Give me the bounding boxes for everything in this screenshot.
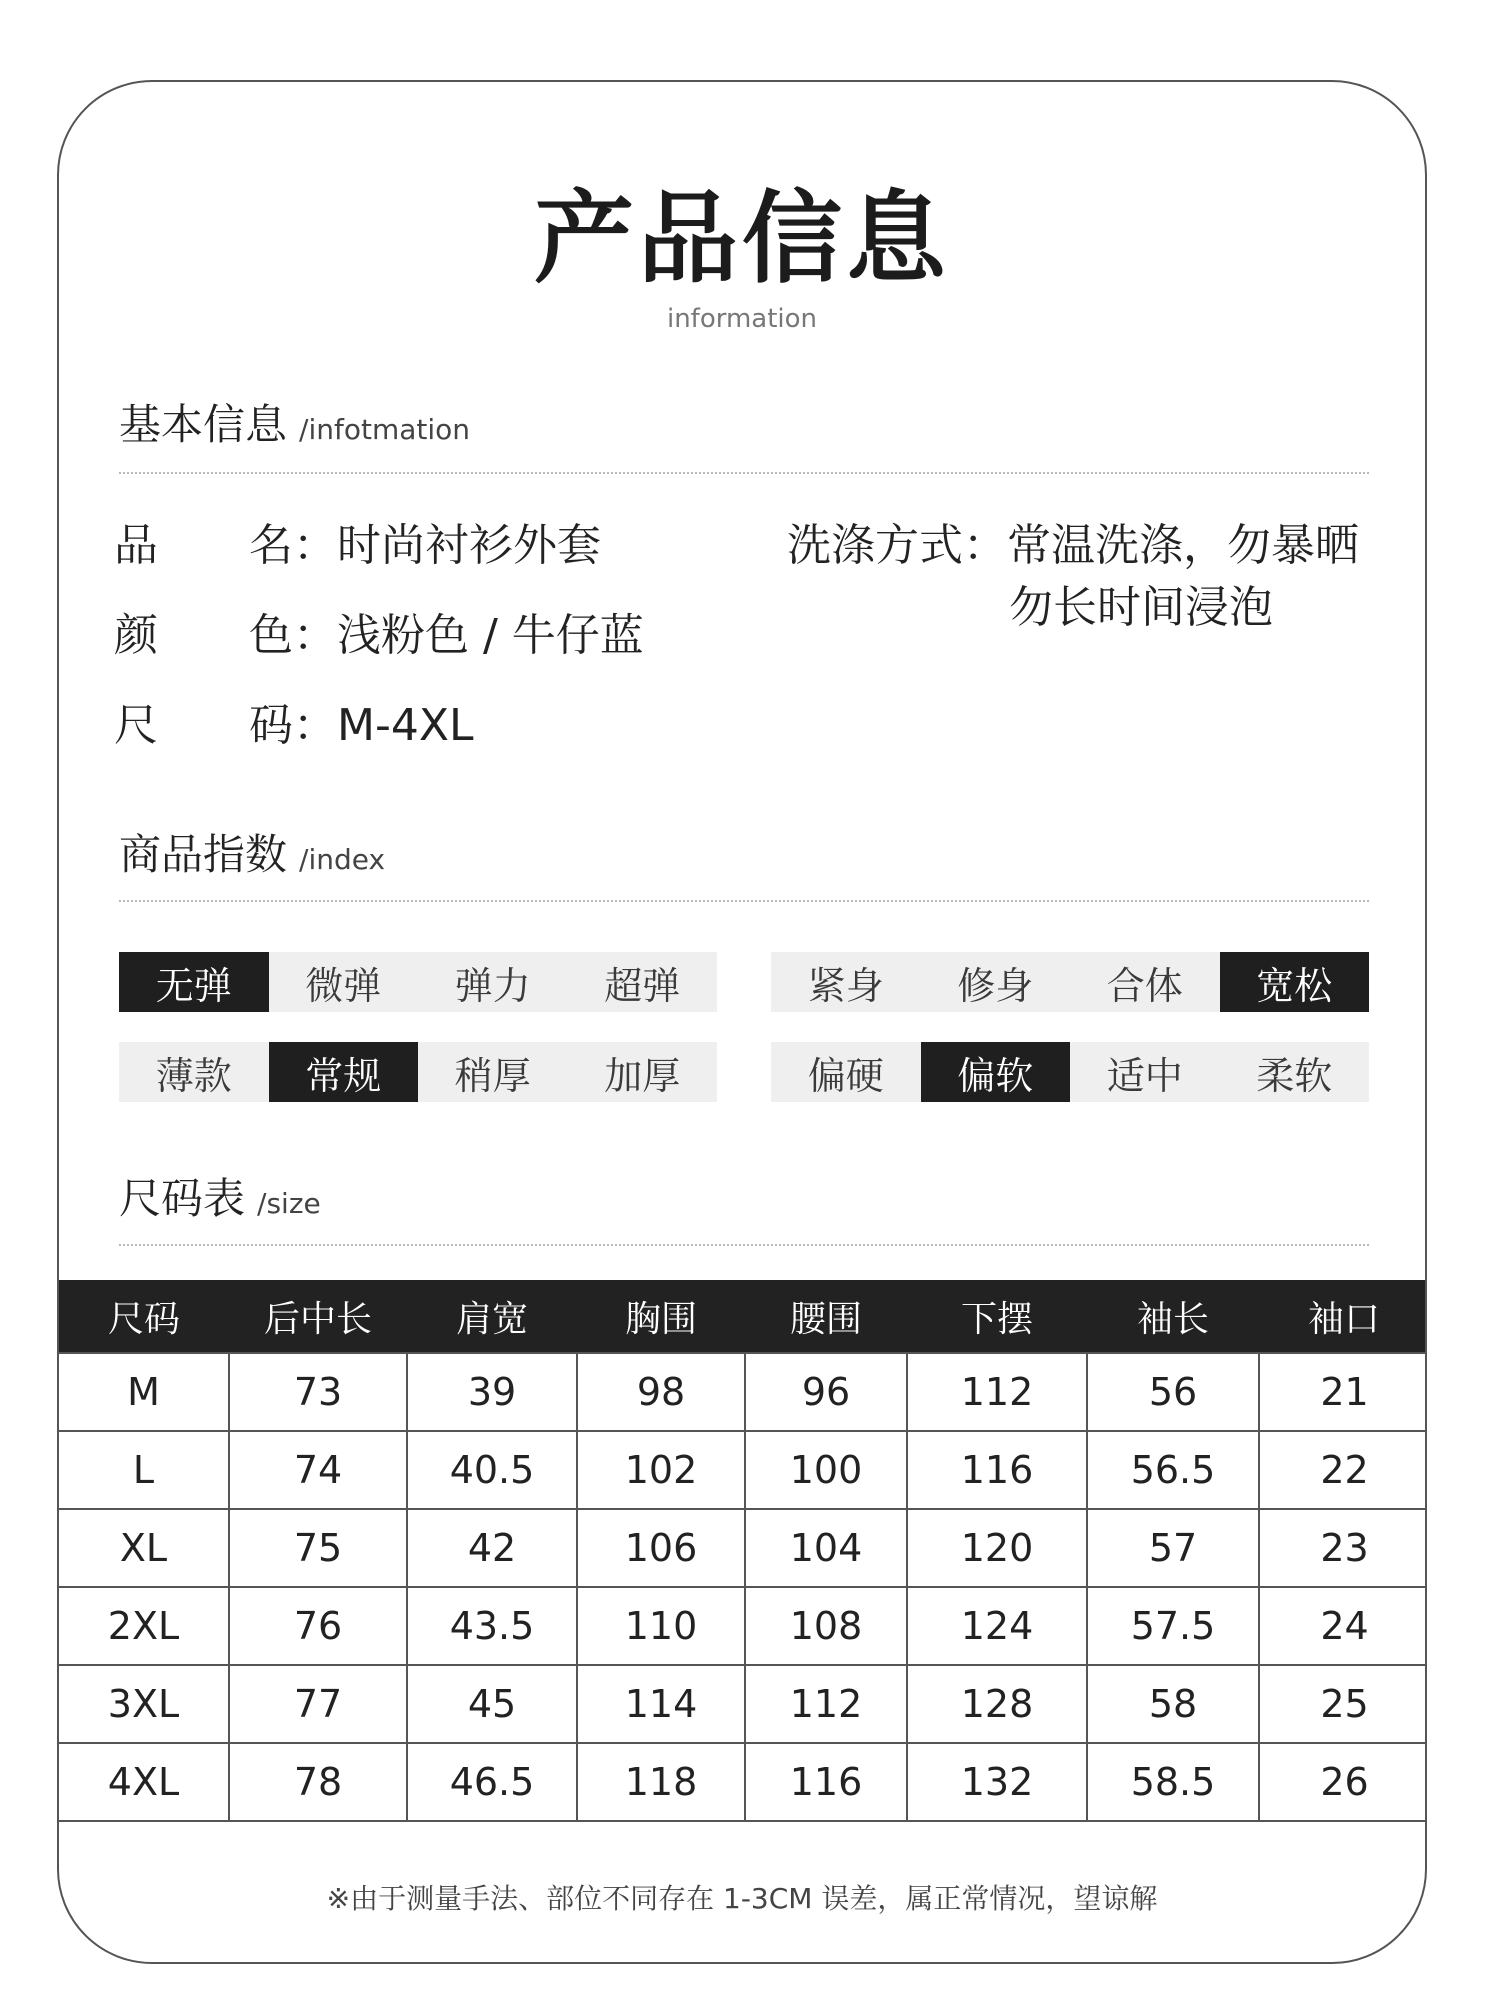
table-cell: 39 xyxy=(407,1353,577,1431)
info-value: 时尚衬衫外套 xyxy=(337,520,601,571)
table-cell: 45 xyxy=(407,1665,577,1743)
basic-info-heading-cn: 基本信息 xyxy=(119,400,288,449)
info-value: 浅粉色 / 牛仔蓝 xyxy=(337,610,644,661)
table-cell: 43.5 xyxy=(407,1587,577,1665)
table-cell: 128 xyxy=(907,1665,1087,1743)
info-label-a: 颜 xyxy=(114,610,158,661)
basic-info-heading-en: /infotmation xyxy=(299,413,471,446)
info-label-b: 名： xyxy=(249,520,337,571)
table-cell: 96 xyxy=(745,1353,907,1431)
table-cell: 116 xyxy=(907,1431,1087,1509)
table-cell: 120 xyxy=(907,1509,1087,1587)
info-row-name xyxy=(114,520,601,573)
column-header: 尺码 xyxy=(59,1280,229,1353)
index-cell: 合体 xyxy=(1106,963,1183,1008)
table-cell: 114 xyxy=(577,1665,745,1743)
table-cell: 75 xyxy=(229,1509,407,1587)
table-cell: 73 xyxy=(229,1353,407,1431)
table-cell: 58.5 xyxy=(1087,1743,1259,1821)
table-cell: 21 xyxy=(1259,1353,1427,1431)
table-cell: L xyxy=(59,1431,229,1509)
info-label-a: 品 xyxy=(114,520,158,571)
table-cell: 77 xyxy=(229,1665,407,1743)
table-row xyxy=(59,1587,1427,1665)
table-cell: M xyxy=(59,1353,229,1431)
table-cell: 112 xyxy=(745,1665,907,1743)
table-cell: 56.5 xyxy=(1087,1431,1259,1509)
wash-method xyxy=(787,520,1359,573)
wash-label: 洗涤方式： xyxy=(787,520,1007,571)
column-header: 袖长 xyxy=(1087,1280,1259,1353)
table-cell: 40.5 xyxy=(407,1431,577,1509)
index-group-fit xyxy=(771,952,1369,1012)
basic-info-heading xyxy=(119,400,1369,450)
index-divider xyxy=(119,900,1369,902)
table-cell: 57 xyxy=(1087,1509,1259,1587)
table-cell: 4XL xyxy=(59,1743,229,1821)
index-heading xyxy=(119,830,1369,880)
table-cell: 102 xyxy=(577,1431,745,1509)
index-group-thickness xyxy=(119,1042,717,1102)
table-cell: 74 xyxy=(229,1431,407,1509)
info-row-size xyxy=(114,700,474,753)
table-cell: 23 xyxy=(1259,1509,1427,1587)
table-cell: 110 xyxy=(577,1587,745,1665)
index-heading-cn: 商品指数 xyxy=(119,830,288,879)
index-cell: 适中 xyxy=(1106,1053,1183,1098)
table-row xyxy=(59,1509,1427,1587)
table-row xyxy=(59,1665,1427,1743)
size-heading xyxy=(119,1174,1369,1224)
table-cell: 132 xyxy=(907,1743,1087,1821)
index-cell: 微弹 xyxy=(305,963,382,1008)
table-cell: 24 xyxy=(1259,1587,1427,1665)
info-label-b: 色： xyxy=(249,610,337,661)
column-header: 袖口 xyxy=(1259,1280,1427,1353)
index-group-stretch xyxy=(119,952,717,1012)
column-header: 下摆 xyxy=(907,1280,1087,1353)
info-label-a: 尺 xyxy=(114,700,158,751)
table-cell: 118 xyxy=(577,1743,745,1821)
table-cell: 26 xyxy=(1259,1743,1427,1821)
index-cell: 紧身 xyxy=(807,963,884,1008)
table-row xyxy=(59,1743,1427,1821)
table-cell: 98 xyxy=(577,1353,745,1431)
table-cell: XL xyxy=(59,1509,229,1587)
table-cell: 76 xyxy=(229,1587,407,1665)
table-row xyxy=(59,1353,1427,1431)
index-cell: 弹力 xyxy=(454,963,531,1008)
table-cell: 56 xyxy=(1087,1353,1259,1431)
table-cell: 116 xyxy=(745,1743,907,1821)
index-cell: 无弹 xyxy=(119,952,269,1012)
index-cell: 修身 xyxy=(957,963,1034,1008)
index-group-softness xyxy=(771,1042,1369,1102)
table-cell: 58 xyxy=(1087,1665,1259,1743)
table-cell: 57.5 xyxy=(1087,1587,1259,1665)
index-heading-en: /index xyxy=(299,843,386,876)
column-header: 胸围 xyxy=(577,1280,745,1353)
size-heading-en: /size xyxy=(257,1187,321,1220)
size-table-header xyxy=(59,1280,1427,1353)
column-header: 肩宽 xyxy=(407,1280,577,1353)
table-cell: 25 xyxy=(1259,1665,1427,1743)
table-cell: 3XL xyxy=(59,1665,229,1743)
index-cell: 超弹 xyxy=(604,963,681,1008)
wash-line-1: 常温洗涤，勿暴晒 xyxy=(1007,520,1359,571)
table-cell: 100 xyxy=(745,1431,907,1509)
measurement-note: ※由于测量手法、部位不同存在 1-3CM 误差，属正常情况，望谅解 xyxy=(326,1882,1158,1915)
table-cell: 104 xyxy=(745,1509,907,1587)
info-label-b: 码： xyxy=(249,700,337,751)
index-cell: 宽松 xyxy=(1220,952,1370,1012)
index-cell: 薄款 xyxy=(155,1053,232,1098)
page-subtitle: information xyxy=(666,304,818,334)
table-cell: 2XL xyxy=(59,1587,229,1665)
index-cell: 稍厚 xyxy=(454,1053,531,1098)
info-value: M-4XL xyxy=(337,700,474,751)
page-title: 产品信息 xyxy=(534,180,950,297)
table-cell: 78 xyxy=(229,1743,407,1821)
size-divider xyxy=(119,1244,1369,1246)
index-cell: 常规 xyxy=(269,1042,419,1102)
table-cell: 42 xyxy=(407,1509,577,1587)
table-cell: 112 xyxy=(907,1353,1087,1431)
index-cell: 加厚 xyxy=(604,1053,681,1098)
size-heading-cn: 尺码表 xyxy=(119,1174,246,1223)
wash-line-2: 勿长时间浸泡 xyxy=(1009,582,1273,633)
table-cell: 46.5 xyxy=(407,1743,577,1821)
index-cell: 偏软 xyxy=(921,1042,1071,1102)
table-cell: 124 xyxy=(907,1587,1087,1665)
table-cell: 22 xyxy=(1259,1431,1427,1509)
column-header: 腰围 xyxy=(745,1280,907,1353)
index-cell: 柔软 xyxy=(1256,1053,1333,1098)
table-cell: 106 xyxy=(577,1509,745,1587)
table-cell: 108 xyxy=(745,1587,907,1665)
table-row xyxy=(59,1431,1427,1509)
info-row-color xyxy=(114,610,644,663)
index-cell: 偏硬 xyxy=(807,1053,884,1098)
product-info-card xyxy=(57,80,1427,1964)
size-table xyxy=(59,1280,1427,1822)
basic-info-divider xyxy=(119,472,1369,474)
column-header: 后中长 xyxy=(229,1280,407,1353)
